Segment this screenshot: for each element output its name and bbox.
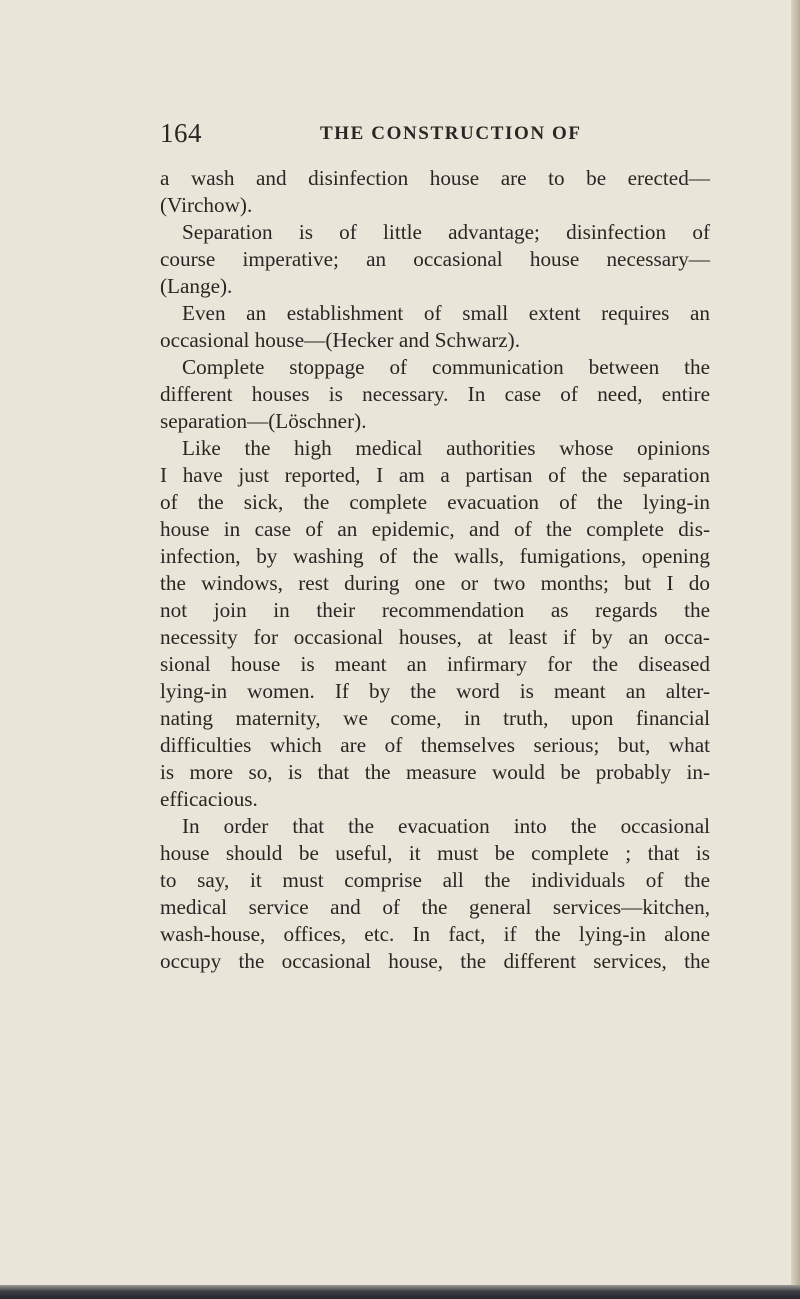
page-edge-shadow: [791, 0, 800, 1299]
page-header: [160, 118, 690, 152]
text-line: (Virchow).: [160, 193, 253, 217]
text-line: medical service and of the general services—kitchen,: [160, 895, 710, 919]
text-line: separation—(Löschner).: [160, 409, 367, 433]
running-head: THE CONSTRUCTION OF: [320, 123, 582, 144]
text-line: the windows, rest during one or two months; but I do: [160, 571, 710, 595]
text-line: is more so, is that the measure would be probably in-: [160, 760, 710, 784]
body-text: [160, 165, 710, 975]
text-line: In order that the evacuation into the occasional: [182, 814, 710, 838]
text-line: lying-in women. If by the word is meant an alter-: [160, 679, 710, 703]
text-line: I have just reported, I am a partisan of the separation: [160, 463, 710, 487]
text-line: course imperative; an occasional house necessary—: [160, 247, 710, 271]
text-line: wash-house, offices, etc. In fact, if the lying-in alone: [160, 922, 710, 946]
text-line: Even an establishment of small extent requires an: [182, 301, 710, 325]
text-line: sional house is meant an infirmary for the diseased: [160, 652, 710, 676]
text-line: occupy the occasional house, the different services, the: [160, 949, 710, 973]
text-line: efficacious.: [160, 787, 258, 811]
text-line: a wash and disinfection house are to be erected—: [160, 166, 710, 190]
text-line: to say, it must comprise all the individuals of the: [160, 868, 710, 892]
text-line: difficulties which are of themselves serious; but, what: [160, 733, 710, 757]
text-line: nating maternity, we come, in truth, upon financial: [160, 706, 710, 730]
text-line: (Lange).: [160, 274, 233, 298]
text-line: Like the high medical authorities whose opinions: [182, 436, 710, 460]
text-line: Separation is of little advantage; disinfection of: [182, 220, 710, 244]
text-line: occasional house—(Hecker and Schwarz).: [160, 328, 521, 352]
text-line: infection, by washing of the walls, fumigations, opening: [160, 544, 710, 568]
text-line: house should be useful, it must be complete ; that is: [160, 841, 710, 865]
text-line: Complete stoppage of communication between the: [182, 355, 710, 379]
text-line: of the sick, the complete evacuation of the lying-in: [160, 490, 710, 514]
scan-bottom-border: [0, 1285, 800, 1299]
text-line: different houses is necessary. In case of need, entire: [160, 382, 710, 406]
text-line: not join in their recommendation as regards the: [160, 598, 710, 622]
page-number: 164: [160, 118, 202, 148]
text-line: necessity for occasional houses, at least if by an occa-: [160, 625, 710, 649]
text-line: house in case of an epidemic, and of the complete dis-: [160, 517, 710, 541]
